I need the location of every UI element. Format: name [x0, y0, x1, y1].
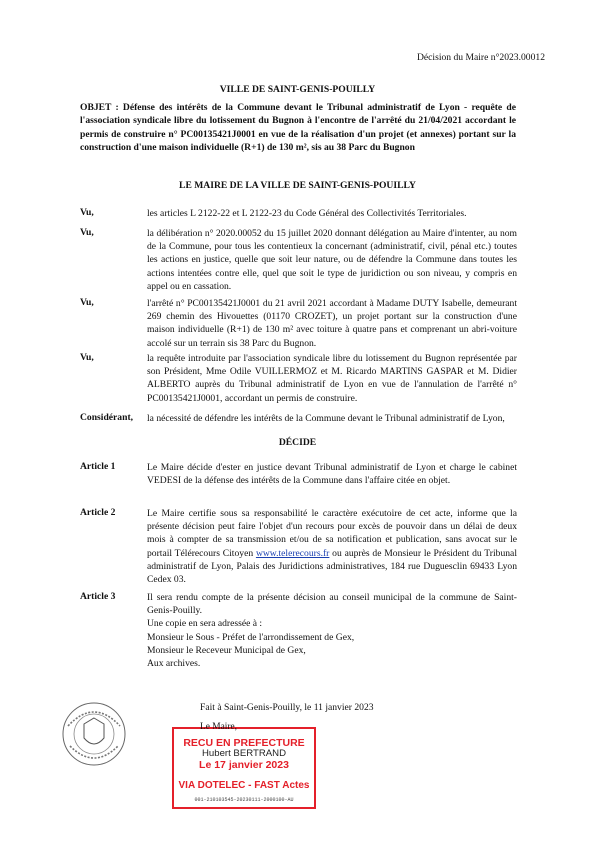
article-3-line: Aux archives.: [147, 658, 201, 670]
objet-paragraph: OBJET : Défense des intérêts de la Commune devant le Tribunal administratif de Lyon - requête de l'association syndicale libre du lotissement du Bugnon à l'encontre de l'arrêté du 21/04/2021 accordant le permis de construire n° PC00135421J0001 en vue de la réalisation d'un projet (et annexes) portant sur la construction d'une maison individuelle (R+1) de 130 m², sis au 38 Parc du Bugnon: [80, 102, 516, 154]
decision-reference: Décision du Maire n°2023.00012: [416, 52, 545, 63]
visa-label-1: Vu,: [80, 207, 94, 218]
article-2-label: Article 2: [80, 507, 116, 518]
town-seal-icon: [60, 700, 128, 768]
visa-label-2: Vu,: [80, 227, 94, 238]
article-3-line: Monsieur le Receveur Municipal de Gex,: [147, 644, 306, 656]
mayor-heading: LE MAIRE DE LA VILLE DE SAINT-GENIS-POUILLY: [179, 180, 416, 191]
article-3-line: Monsieur le Sous - Préfet de l'arrondissement de Gex,: [147, 631, 355, 643]
visa-text-2: la délibération n° 2020.00052 du 15 juillet 2020 donnant délégation au Maire d'intenter, au nom de la Commune, pour tous les contentieux la concernant (administratif, civil, pénal etc.) toutes les actions en justice, quelle que soit leur nature, ou de défendre la Commune dans toutes les actions intentées contre elle, quel que soit le type de juridiction ou son niveau, y compris en appel ou en cassation.: [147, 228, 517, 292]
considerant-text: la nécessité de défendre les intérêts de la Commune devant le Tribunal administratif de Lyon,: [147, 413, 505, 424]
telerecours-link[interactable]: www.telerecours.fr: [255, 547, 330, 559]
mayor-name: Hubert BERTRAND: [201, 748, 287, 759]
article-2-text: [147, 507, 517, 586]
stamp-received-line: RECU EN PREFECTURE: [183, 737, 305, 749]
stamp-code-line: 001-210103545-20230111-2000100-AU: [194, 797, 294, 803]
place-date: Fait à Saint-Genis-Pouilly, le 11 janvier 2023: [200, 702, 374, 713]
article-2-text-start: Le Maire certifie sous sa responsabilité le caractère exécutoire de cet acte, informe que la présente décision peut faire l'objet d'un recours pour excès de pouvoir dans un délai de deux mois à compter de sa transmission et/ou de sa notification et publication, sans avocat sur le portail Télérecours Citoyen: [147, 508, 517, 559]
article-1-text: Le Maire décide d'ester en justice devant Tribunal administratif de Lyon et charge le cabinet VEDESI de la défense des intérêts de la Commune dans l'affaire citée en objet.: [147, 462, 517, 487]
visa-text-1: les articles L 2122-22 et L 2122-23 du Code Général des Collectivités Territoriales.: [147, 208, 467, 219]
article-3-text: [147, 591, 517, 670]
article-3-line: Une copie en sera adressée à :: [147, 618, 263, 630]
article-3-label: Article 3: [80, 591, 116, 602]
mayor-role: Le Maire,: [200, 722, 237, 732]
town-heading: VILLE DE SAINT-GENIS-POUILLY: [219, 84, 376, 95]
visa-text-4: la requête introduite par l'association syndicale libre du lotissement du Bugnon représentée par son Président, Mme Odile VUILLERMOZ et M. Ricardo MARTINS GASPAR et M. Didier ALBERTO auprès du Tribunal administratif de Lyon en vue de l'annulation de l'arrêté n° PC00135421J0001, accordant un permis de construire.: [147, 353, 517, 404]
article-3-line: Il sera rendu compte de la présente décision au conseil municipal de la commune de Saint-Genis-Pouilly.: [147, 592, 517, 617]
visa-label-3: Vu,: [80, 297, 94, 308]
considerant-label: Considérant,: [80, 412, 134, 423]
visa-text-3: l'arrêté n° PC00135421J0001 du 21 avril 2021 accordant à Madame DUTY Isabelle, demeurant 269 chemin des Hivouettes (01170 CROZET), un projet portant sur la construction d'une maison individuelle (R+1) de 130 m² avec toiture à quatre pans et comprenant un abri-voiture accolé sur un terrain sis 38 Parc du Bugnon.: [147, 298, 517, 349]
article-1-label: Article 1: [80, 461, 116, 472]
decide-heading: DÉCIDE: [278, 437, 317, 448]
stamp-date-line: Le 17 janvier 2023: [199, 759, 289, 771]
visa-label-4: Vu,: [80, 352, 94, 363]
stamp-via-line: VIA DOTELEC - FAST Actes: [178, 780, 310, 791]
article-2-text-end: ou auprès de Monsieur le Président du Tribunal administratif de Lyon, Palais des Juridictions administratives, 184 rue Duguesclin 69433 Lyon Cedex 03.: [147, 547, 517, 586]
